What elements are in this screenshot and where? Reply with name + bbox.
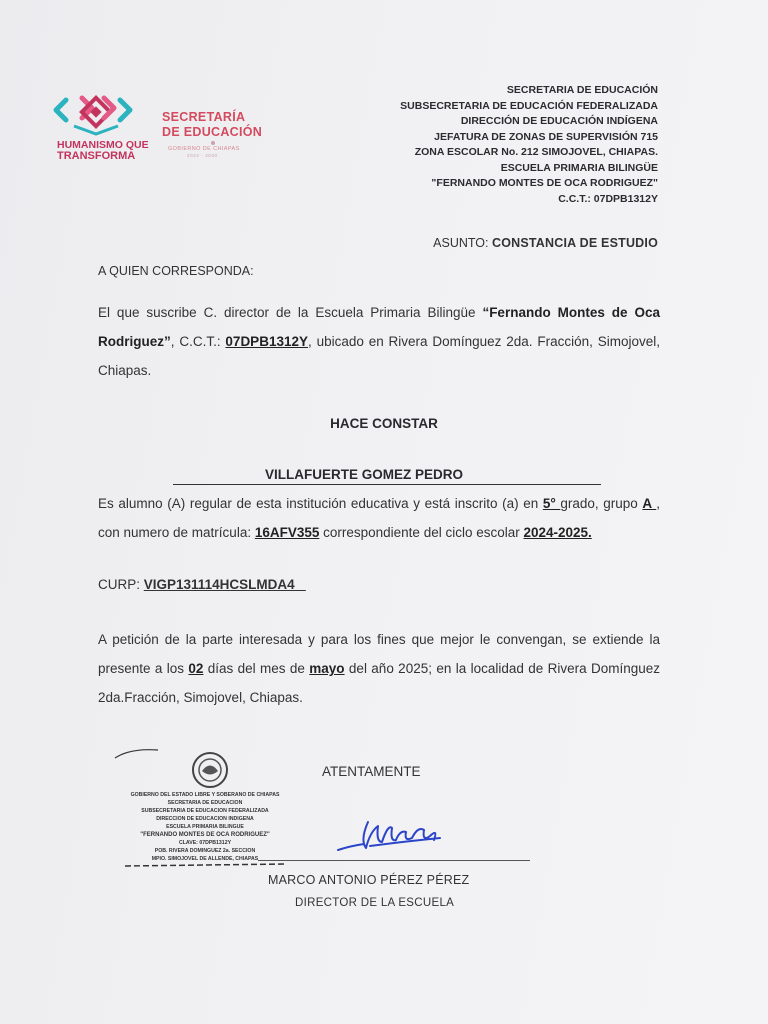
svg-text:GOBIERNO DEL ESTADO LIBRE Y SO: GOBIERNO DEL ESTADO LIBRE Y SOBERANO DE CHIAPAS [130,792,280,798]
letterhead-line: SECRETARIA DE EDUCACIÓN [506,84,658,96]
letterhead-line: DIRECCIÓN DE EDUCACIÓN INDÍGENA [460,115,658,127]
text-run: El que suscribe C. director de la Escuela Primaria Bilingüe [98,305,483,320]
svg-text:DIRECCION DE EDUCACION INDIGEN: DIRECCION DE EDUCACION INDIGENA [156,816,254,822]
paragraph-enrollment [98,489,660,547]
matricula-value: 16AFV355 [254,525,320,540]
brand-title-2: DE EDUCACIÓN [162,125,263,139]
svg-text:SECRETARIA DE EDUCACION: SECRETARIA DE EDUCACION [167,800,243,806]
brand-title-1: SECRETARÍA [162,110,246,124]
letterhead [400,83,658,207]
letterhead-line: ESCUELA PRIMARIA BILINGÜE [500,161,658,174]
curp-label: CURP: [98,577,144,592]
day-value: 02 [188,661,204,676]
curp-line [98,577,306,592]
cct-code: 07DPB1312Y [225,334,308,349]
text-run: , ubicado en Rivera Domínguez 2da. Fracción, Simojovel, Chiapas. [98,334,660,378]
logo-tagline-2: TRANSFORMA [57,150,136,162]
svg-text:POB. RIVERA DOMINGUEZ 2a. SECC: POB. RIVERA DOMINGUEZ 2a. SECCION [154,848,256,854]
text-run: Es alumno (A) regular de esta institución educativa y está inscrito (a) en [98,496,543,511]
signer-name: MARCO ANTONIO PÉREZ PÉREZ [268,873,470,887]
paragraph-request [98,625,660,712]
brand-subtitle: GOBIERNO DE CHIAPAS [168,146,240,152]
brand-years: 2024 · 2030 [187,153,218,158]
svg-text:MPIO. SIMOJOVEL DE ALLENDE, CH: MPIO. SIMOJOVEL DE ALLENDE, CHIAPAS [151,856,259,862]
text-run: A petición de la parte interesada y para los fines que mejor le convengan, se extiende la presente a los [98,632,660,676]
hace-constar-heading: HACE CONSTAR [330,416,438,431]
letterhead-line: ZONA ESCOLAR No. 212 SIMOJOVEL, CHIAPAS. [414,146,658,158]
cycle-value: 2024-2025. [523,525,592,540]
text-run: correspondiente del ciclo escolar [319,525,524,540]
closing-atentamente: ATENTAMENTE [322,764,421,779]
grade-value: 5° [542,496,561,511]
text-run: , con numero de matrícula: [98,496,660,540]
humanismo-logo-icon [52,90,152,140]
logo-tagline-1: HUMANISMO QUE [57,139,149,151]
svg-text:CLAVE: 07DPB1312Y: CLAVE: 07DPB1312Y [178,840,232,846]
svg-text:SUBSECRETARIA DE EDUCACION FED: SUBSECRETARIA DE EDUCACION FEDERALIZADA [141,808,269,814]
curp-value: VIGP131114HCSLMDA4 [143,577,306,592]
text-run: días del mes de [203,661,310,676]
handwritten-signature [330,812,450,860]
letterhead-line: JEFATURA DE ZONAS DE SUPERVISIÓN 715 [434,130,658,143]
subject-line [433,236,658,250]
signer-role: DIRECTOR DE LA ESCUELA [295,897,455,909]
svg-text:"FERNANDO MONTES DE OCA RODRIG: "FERNANDO MONTES DE OCA RODRIGUEZ" [140,832,270,838]
svg-text:ESCUELA PRIMARIA BILINGUE: ESCUELA PRIMARIA BILINGUE [166,824,244,830]
text-run: grado, grupo [560,496,643,511]
letterhead-line: SUBSECRETARIA DE EDUCACIÓN FEDERALIZADA [400,99,658,112]
school-name: “Fernando Montes de Oca Rodriguez” [98,305,660,349]
letterhead-line: C.C.T.: 07DPB1312Y [558,192,658,205]
text-run: del año 2025; en la localidad de Rivera Domínguez 2da.Fracción, Simojovel, Chiapas. [98,661,660,705]
greeting: A QUIEN CORRESPONDA: [98,264,254,278]
school-seal-stamp [110,738,310,868]
subject-label: ASUNTO: [433,236,489,250]
student-name: VILLAFUERTE GOMEZ PEDRO [265,467,464,482]
signature-line [258,860,530,861]
group-value: A [642,496,657,511]
paragraph-intro [98,298,660,385]
brand-dot-icon [211,141,215,145]
letterhead-line: "FERNANDO MONTES DE OCA RODRIGUEZ" [431,177,658,189]
text-run: , C.C.T.: [170,334,226,349]
month-value: mayo [309,661,345,676]
subject-value: CONSTANCIA DE ESTUDIO [491,236,658,250]
